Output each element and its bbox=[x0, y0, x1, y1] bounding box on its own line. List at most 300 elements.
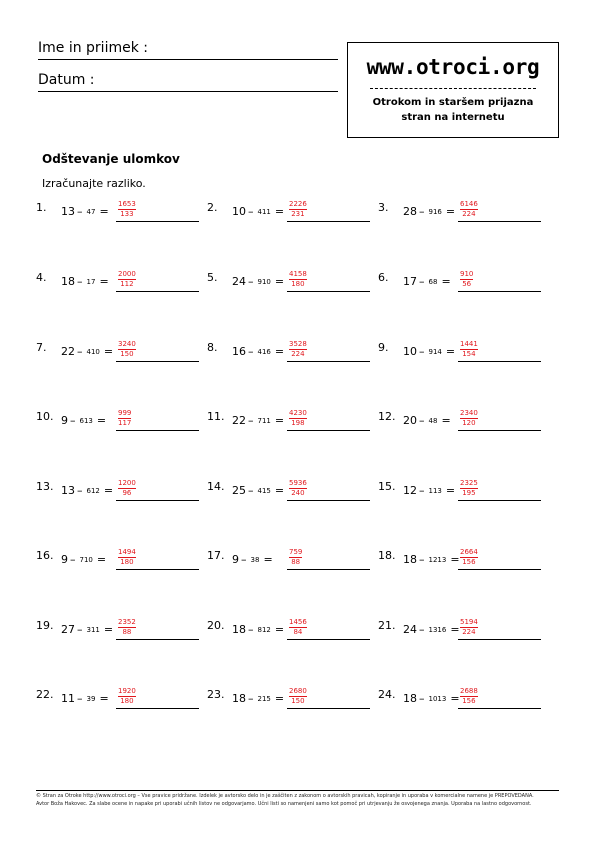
minuend: 18 bbox=[232, 692, 246, 705]
minuend: 9 bbox=[61, 414, 68, 427]
fraction-denominator: 9 bbox=[90, 694, 96, 703]
problem-item bbox=[207, 477, 377, 511]
fraction-numerator: 4 bbox=[257, 207, 262, 216]
fraction-denominator: 11 bbox=[90, 625, 100, 634]
fraction-denominator: 15 bbox=[261, 486, 271, 495]
equals-sign: = bbox=[445, 484, 456, 497]
fraction-denominator: 13 bbox=[432, 486, 442, 495]
answer-field[interactable] bbox=[287, 198, 370, 222]
fraction-numerator: 4 bbox=[86, 347, 91, 356]
answer-numerator: 5936 bbox=[289, 479, 307, 487]
problem-expression bbox=[61, 692, 111, 705]
answer-denominator: 88 bbox=[291, 558, 301, 566]
minuend: 17 bbox=[403, 275, 417, 288]
answer-numerator: 1441 bbox=[460, 340, 478, 348]
answer-field[interactable] bbox=[287, 477, 370, 501]
problem-item bbox=[207, 268, 377, 302]
name-label: Ime in priimek : bbox=[38, 40, 148, 56]
equals-sign: = bbox=[103, 345, 114, 358]
problem-expression bbox=[61, 623, 115, 636]
problem-item bbox=[378, 616, 548, 650]
answer-fraction bbox=[460, 270, 473, 288]
name-field[interactable] bbox=[38, 40, 338, 60]
problem-item bbox=[36, 268, 206, 302]
problem-number: 5. bbox=[207, 271, 218, 284]
fraction-denominator: 8 bbox=[254, 555, 260, 564]
answer-fraction bbox=[289, 548, 302, 566]
minuend: 25 bbox=[232, 484, 246, 497]
subtrahend-fraction bbox=[258, 487, 271, 495]
subtrahend-fraction bbox=[429, 487, 442, 495]
minus-sign: – bbox=[419, 553, 425, 566]
fraction-numerator: 4 bbox=[428, 416, 433, 425]
fraction-numerator: 10 bbox=[428, 694, 438, 703]
answer-fraction bbox=[460, 548, 478, 566]
minus-sign: – bbox=[248, 205, 254, 218]
problem-item bbox=[207, 407, 377, 441]
problem-number: 8. bbox=[207, 341, 218, 354]
fraction-numerator: 6 bbox=[428, 277, 433, 286]
answer-denominator: 154 bbox=[462, 350, 476, 358]
answer-numerator: 4230 bbox=[289, 409, 307, 417]
fraction-denominator: 16 bbox=[261, 347, 271, 356]
problem-expression bbox=[232, 692, 286, 705]
problem-number: 18. bbox=[378, 549, 396, 562]
answer-denominator: 117 bbox=[118, 419, 132, 427]
problem-number: 10. bbox=[36, 410, 54, 423]
answer-denominator: 88 bbox=[122, 628, 132, 636]
answer-denominator: 195 bbox=[462, 489, 476, 497]
answer-numerator: 759 bbox=[289, 548, 303, 556]
equals-sign: = bbox=[99, 692, 109, 705]
minus-sign: – bbox=[77, 484, 83, 497]
minuend: 22 bbox=[61, 345, 75, 358]
problem-number: 16. bbox=[36, 549, 54, 562]
equals-sign: = bbox=[441, 275, 451, 288]
minus-sign: – bbox=[77, 692, 83, 705]
minuend: 10 bbox=[403, 345, 417, 358]
problem-number: 21. bbox=[378, 619, 396, 632]
brand-tagline-line2: stran na internetu bbox=[401, 112, 505, 123]
answer-field[interactable] bbox=[287, 268, 370, 292]
answer-numerator: 1456 bbox=[289, 618, 307, 626]
fraction-numerator: 4 bbox=[86, 207, 91, 216]
subtrahend-fraction bbox=[429, 417, 438, 425]
fraction-denominator: 7 bbox=[90, 207, 96, 216]
answer-field[interactable] bbox=[287, 407, 370, 431]
footer bbox=[36, 792, 595, 808]
problem-number: 17. bbox=[207, 549, 225, 562]
answer-fraction bbox=[118, 200, 136, 218]
problem-expression bbox=[403, 414, 453, 427]
subtrahend-fraction bbox=[429, 626, 447, 634]
answer-denominator: 224 bbox=[291, 350, 305, 358]
equals-sign: = bbox=[99, 205, 109, 218]
answer-field[interactable] bbox=[458, 685, 541, 709]
minuend: 24 bbox=[403, 623, 417, 636]
answer-numerator: 3528 bbox=[289, 340, 307, 348]
minus-sign: – bbox=[248, 414, 254, 427]
equals-sign: = bbox=[274, 275, 285, 288]
equals-sign: = bbox=[450, 692, 460, 705]
problem-expression bbox=[232, 345, 286, 358]
problem-item bbox=[36, 407, 206, 441]
equals-sign: = bbox=[274, 205, 285, 218]
answer-field[interactable] bbox=[458, 477, 541, 501]
subtrahend-fraction bbox=[87, 208, 96, 216]
answer-denominator: 156 bbox=[462, 558, 476, 566]
fraction-numerator: 4 bbox=[257, 347, 262, 356]
problem-number: 11. bbox=[207, 410, 225, 423]
problem-number: 2. bbox=[207, 201, 218, 214]
answer-field[interactable] bbox=[116, 198, 199, 222]
subtrahend-fraction bbox=[87, 278, 96, 286]
answer-field[interactable] bbox=[458, 546, 541, 570]
problem-expression bbox=[403, 623, 462, 636]
answer-denominator: 231 bbox=[291, 210, 305, 218]
minus-sign: – bbox=[419, 345, 425, 358]
answer-denominator: 96 bbox=[122, 489, 132, 497]
subtrahend-fraction bbox=[258, 417, 271, 425]
answer-numerator: 2680 bbox=[289, 687, 307, 695]
answer-field[interactable] bbox=[458, 616, 541, 640]
answer-fraction bbox=[460, 200, 478, 218]
answer-fraction bbox=[460, 687, 478, 705]
subtrahend-fraction bbox=[429, 695, 447, 703]
problem-item bbox=[378, 477, 548, 511]
equals-sign: = bbox=[274, 623, 285, 636]
fraction-numerator: 4 bbox=[257, 486, 262, 495]
equals-sign: = bbox=[274, 414, 285, 427]
minus-sign: – bbox=[77, 623, 83, 636]
fraction-numerator: 2 bbox=[257, 694, 262, 703]
problem-expression bbox=[61, 205, 111, 218]
answer-field[interactable] bbox=[116, 477, 199, 501]
minus-sign: – bbox=[419, 275, 425, 288]
answer-field[interactable] bbox=[287, 338, 370, 362]
answer-numerator: 1653 bbox=[118, 200, 136, 208]
brand-tagline bbox=[348, 95, 558, 125]
minus-sign: – bbox=[248, 692, 254, 705]
answer-denominator: 180 bbox=[120, 558, 134, 566]
fraction-denominator: 13 bbox=[437, 694, 447, 703]
problem-number: 13. bbox=[36, 480, 54, 493]
brand-box bbox=[347, 42, 559, 138]
answer-fraction bbox=[289, 687, 307, 705]
minus-sign: – bbox=[70, 553, 76, 566]
problem-item bbox=[36, 685, 206, 719]
problem-item bbox=[36, 477, 206, 511]
date-label: Datum : bbox=[38, 72, 95, 88]
problem-number: 19. bbox=[36, 619, 54, 632]
problem-expression bbox=[232, 205, 286, 218]
problem-item bbox=[36, 198, 206, 232]
answer-numerator: 2688 bbox=[460, 687, 478, 695]
subtrahend-fraction bbox=[80, 556, 93, 564]
minuend: 12 bbox=[403, 484, 417, 497]
minus-sign: – bbox=[77, 275, 83, 288]
answer-fraction bbox=[289, 409, 307, 427]
fraction-denominator: 12 bbox=[90, 486, 100, 495]
fraction-denominator: 12 bbox=[261, 625, 271, 634]
answer-field[interactable] bbox=[458, 198, 541, 222]
subtrahend-fraction bbox=[429, 278, 438, 286]
problem-number: 4. bbox=[36, 271, 47, 284]
problem-expression bbox=[61, 484, 115, 497]
answer-denominator: 150 bbox=[120, 350, 134, 358]
answer-denominator: 180 bbox=[120, 697, 134, 705]
answer-numerator: 2664 bbox=[460, 548, 478, 556]
fraction-numerator: 6 bbox=[86, 486, 91, 495]
minus-sign: – bbox=[419, 623, 425, 636]
fraction-denominator: 13 bbox=[83, 416, 93, 425]
answer-field[interactable] bbox=[287, 616, 370, 640]
problem-item bbox=[378, 268, 548, 302]
answer-numerator: 3240 bbox=[118, 340, 136, 348]
answer-fraction bbox=[460, 479, 478, 497]
answer-field[interactable] bbox=[458, 338, 541, 362]
problem-expression bbox=[232, 275, 286, 288]
minuend: 13 bbox=[61, 484, 75, 497]
minus-sign: – bbox=[241, 553, 247, 566]
minuend: 18 bbox=[232, 623, 246, 636]
fraction-denominator: 8 bbox=[432, 416, 438, 425]
date-field[interactable] bbox=[38, 72, 338, 92]
minuend: 10 bbox=[232, 205, 246, 218]
problem-item bbox=[207, 616, 377, 650]
fraction-numerator: 6 bbox=[79, 416, 84, 425]
equals-sign: = bbox=[450, 623, 460, 636]
equals-sign: = bbox=[445, 205, 456, 218]
sheet-title: Odštevanje ulomkov bbox=[42, 152, 180, 166]
minus-sign: – bbox=[248, 623, 254, 636]
brand-tagline-line1: Otrokom in staršem prijazna bbox=[372, 97, 534, 108]
answer-denominator: 56 bbox=[462, 280, 472, 288]
answer-numerator: 2226 bbox=[289, 200, 307, 208]
fraction-numerator: 3 bbox=[250, 555, 255, 564]
answer-numerator: 2352 bbox=[118, 618, 136, 626]
answer-fraction bbox=[460, 618, 478, 636]
answer-denominator: 150 bbox=[291, 697, 305, 705]
equals-sign: = bbox=[99, 275, 109, 288]
answer-field[interactable] bbox=[116, 685, 199, 709]
answer-field[interactable] bbox=[116, 407, 199, 431]
answer-fraction bbox=[118, 687, 136, 705]
equals-sign: = bbox=[96, 414, 107, 427]
instruction: Izračunajte razliko. bbox=[42, 177, 146, 190]
problem-expression bbox=[403, 692, 462, 705]
answer-numerator: 2340 bbox=[460, 409, 478, 417]
answer-numerator: 4158 bbox=[289, 270, 307, 278]
brand-divider bbox=[370, 88, 536, 89]
answer-field[interactable] bbox=[116, 268, 199, 292]
fraction-numerator: 3 bbox=[86, 694, 91, 703]
subtrahend-fraction bbox=[258, 208, 271, 216]
minuend: 9 bbox=[61, 553, 68, 566]
problem-number: 22. bbox=[36, 688, 54, 701]
answer-denominator: 112 bbox=[120, 280, 134, 288]
footer-line2: Avtor Boža Hakovec. Za slabe ocene in napake pri uporabi učnih listov ne odgovarjamo. Učni listi so namenjeni samo kot pomoč pri utrjevanju že osvojenega znanja. Uporaba na lastno odgovornost. bbox=[36, 801, 532, 807]
subtrahend-fraction bbox=[251, 556, 260, 564]
answer-denominator: 224 bbox=[462, 628, 476, 636]
answer-fraction bbox=[460, 409, 478, 427]
minus-sign: – bbox=[248, 275, 254, 288]
problem-item bbox=[36, 616, 206, 650]
fraction-numerator: 7 bbox=[79, 555, 84, 564]
answer-field[interactable] bbox=[287, 685, 370, 709]
fraction-numerator: 9 bbox=[428, 347, 433, 356]
problem-expression bbox=[403, 205, 457, 218]
answer-denominator: 120 bbox=[462, 419, 476, 427]
problem-item bbox=[207, 198, 377, 232]
problem-number: 24. bbox=[378, 688, 396, 701]
answer-fraction bbox=[289, 270, 307, 288]
equals-sign: = bbox=[274, 692, 285, 705]
equals-sign: = bbox=[103, 484, 114, 497]
problem-number: 12. bbox=[378, 410, 396, 423]
problem-expression bbox=[403, 553, 462, 566]
fraction-numerator: 13 bbox=[428, 625, 438, 634]
answer-fraction bbox=[460, 340, 478, 358]
minuend: 18 bbox=[61, 275, 75, 288]
minus-sign: – bbox=[70, 414, 76, 427]
problem-expression bbox=[61, 553, 108, 566]
answer-field[interactable] bbox=[116, 616, 199, 640]
answer-denominator: 224 bbox=[462, 210, 476, 218]
subtrahend-fraction bbox=[258, 626, 271, 634]
minuend: 16 bbox=[232, 345, 246, 358]
fraction-denominator: 11 bbox=[261, 207, 271, 216]
problem-item bbox=[378, 198, 548, 232]
problem-number: 20. bbox=[207, 619, 225, 632]
answer-fraction bbox=[118, 479, 136, 497]
answer-numerator: 2000 bbox=[118, 270, 136, 278]
problem-item bbox=[378, 546, 548, 580]
minus-sign: – bbox=[248, 345, 254, 358]
answer-numerator: 1920 bbox=[118, 687, 136, 695]
minus-sign: – bbox=[419, 692, 425, 705]
problem-expression bbox=[232, 623, 286, 636]
fraction-denominator: 13 bbox=[437, 555, 447, 564]
problem-number: 3. bbox=[378, 201, 389, 214]
answer-denominator: 240 bbox=[291, 489, 305, 497]
subtrahend-fraction bbox=[429, 556, 447, 564]
answer-numerator: 5194 bbox=[460, 618, 478, 626]
minuend: 9 bbox=[232, 553, 239, 566]
minus-sign: – bbox=[77, 345, 83, 358]
minuend: 24 bbox=[232, 275, 246, 288]
minus-sign: – bbox=[77, 205, 83, 218]
fraction-denominator: 15 bbox=[261, 694, 271, 703]
problem-item bbox=[378, 338, 548, 372]
fraction-numerator: 1 bbox=[86, 277, 91, 286]
equals-sign: = bbox=[103, 623, 114, 636]
fraction-denominator: 10 bbox=[261, 277, 271, 286]
answer-field[interactable] bbox=[458, 268, 541, 292]
fraction-numerator: 12 bbox=[428, 555, 438, 564]
fraction-denominator: 10 bbox=[83, 555, 93, 564]
problem-number: 7. bbox=[36, 341, 47, 354]
minuend: 18 bbox=[403, 692, 417, 705]
answer-fraction bbox=[289, 479, 307, 497]
answer-fraction bbox=[289, 618, 307, 636]
minus-sign: – bbox=[419, 205, 425, 218]
problem-expression bbox=[61, 275, 111, 288]
equals-sign: = bbox=[441, 414, 451, 427]
problem-expression bbox=[403, 484, 457, 497]
problem-expression bbox=[403, 275, 453, 288]
fraction-denominator: 8 bbox=[432, 277, 438, 286]
fraction-numerator: 3 bbox=[86, 625, 91, 634]
problem-expression bbox=[232, 484, 286, 497]
problem-item bbox=[207, 338, 377, 372]
fraction-denominator: 16 bbox=[432, 207, 442, 216]
answer-fraction bbox=[289, 340, 307, 358]
problem-number: 14. bbox=[207, 480, 225, 493]
subtrahend-fraction bbox=[87, 695, 96, 703]
problem-item bbox=[207, 685, 377, 719]
minus-sign: – bbox=[248, 484, 254, 497]
equals-sign: = bbox=[96, 553, 107, 566]
minuend: 28 bbox=[403, 205, 417, 218]
problem-number: 1. bbox=[36, 201, 47, 214]
problem-number: 9. bbox=[378, 341, 389, 354]
answer-fraction bbox=[118, 340, 136, 358]
minuend: 20 bbox=[403, 414, 417, 427]
answer-fraction bbox=[118, 409, 131, 427]
answer-field[interactable] bbox=[287, 546, 370, 570]
fraction-numerator: 8 bbox=[257, 625, 262, 634]
subtrahend-fraction bbox=[87, 487, 100, 495]
subtrahend-fraction bbox=[258, 348, 271, 356]
answer-field[interactable] bbox=[116, 338, 199, 362]
problem-expression bbox=[232, 553, 275, 566]
subtrahend-fraction bbox=[429, 348, 442, 356]
answer-fraction bbox=[118, 548, 136, 566]
fraction-numerator: 9 bbox=[257, 277, 262, 286]
fraction-numerator: 1 bbox=[428, 486, 433, 495]
fraction-numerator: 7 bbox=[257, 416, 262, 425]
minuend: 27 bbox=[61, 623, 75, 636]
equals-sign: = bbox=[274, 345, 285, 358]
subtrahend-fraction bbox=[80, 417, 93, 425]
answer-denominator: 156 bbox=[462, 697, 476, 705]
fraction-denominator: 16 bbox=[437, 625, 447, 634]
minuend: 22 bbox=[232, 414, 246, 427]
answer-fraction bbox=[118, 270, 136, 288]
answer-numerator: 2325 bbox=[460, 479, 478, 487]
problem-number: 23. bbox=[207, 688, 225, 701]
equals-sign: = bbox=[263, 553, 273, 566]
answer-fraction bbox=[289, 200, 307, 218]
problem-item bbox=[36, 338, 206, 372]
answer-denominator: 198 bbox=[291, 419, 305, 427]
subtrahend-fraction bbox=[429, 208, 442, 216]
answer-denominator: 84 bbox=[293, 628, 303, 636]
answer-field[interactable] bbox=[458, 407, 541, 431]
subtrahend-fraction bbox=[258, 695, 271, 703]
fraction-denominator: 10 bbox=[90, 347, 100, 356]
subtrahend-fraction bbox=[258, 278, 271, 286]
equals-sign: = bbox=[445, 345, 456, 358]
fraction-numerator: 9 bbox=[428, 207, 433, 216]
fraction-denominator: 11 bbox=[261, 416, 271, 425]
minus-sign: – bbox=[419, 484, 425, 497]
answer-field[interactable] bbox=[116, 546, 199, 570]
answer-numerator: 999 bbox=[118, 409, 132, 417]
problem-item bbox=[378, 685, 548, 719]
footer-divider bbox=[36, 790, 559, 791]
